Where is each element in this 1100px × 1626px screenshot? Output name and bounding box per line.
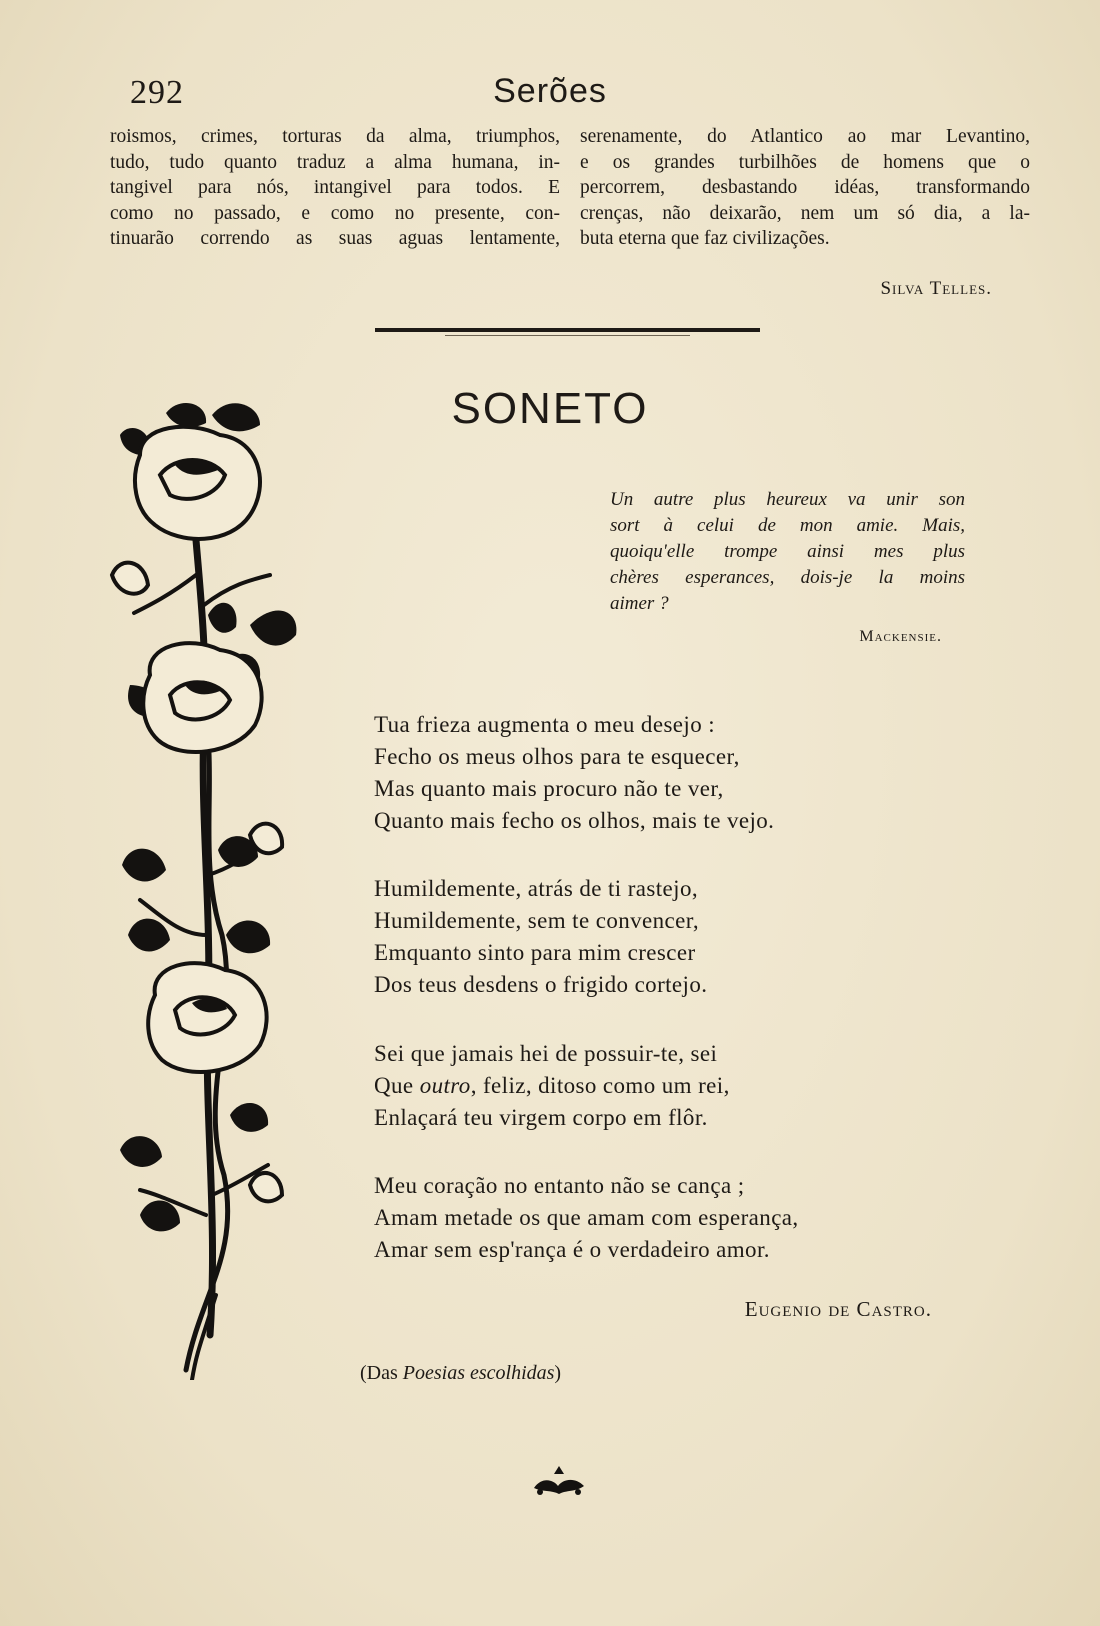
epigraph — [610, 487, 965, 617]
verse-part: , feliz, ditoso como um rei, — [470, 1073, 730, 1098]
stanza-1 — [374, 709, 774, 837]
verse: Amam metade os que amam com esperança, — [374, 1205, 799, 1230]
text-line: tangivel para nós, intangivel para todos. E — [110, 177, 560, 198]
poem-author: Eugenio de Castro. — [744, 1297, 932, 1321]
epigraph-line: quoiqu'elle trompe ainsi mes plus — [610, 541, 965, 562]
verse: Quanto mais fecho os olhos, mais te vejo. — [374, 808, 775, 833]
source-title: Poesias escolhidas — [402, 1362, 555, 1384]
poem-title: SONETO — [451, 384, 649, 433]
text-line: roismos, crimes, torturas da alma, triumphos, — [110, 126, 560, 147]
rose-vine-illustration — [100, 395, 310, 1380]
stanza-2 — [374, 873, 707, 1001]
previous-article-signature: Silva Telles. — [880, 278, 992, 299]
stanza-4 — [374, 1170, 799, 1266]
running-head: Serões — [493, 72, 607, 110]
text-line: crenças, não deixarão, nem um só dia, a la- — [580, 202, 1030, 224]
previous-article-left-column — [110, 124, 560, 252]
text-line: serenamente, do Atlantico ao mar Levantino, — [580, 126, 1030, 147]
verse: Humildemente, atrás de ti rastejo, — [374, 876, 698, 901]
stanza-3 — [374, 1038, 730, 1134]
epigraph-author: Mackensie. — [859, 628, 942, 645]
epigraph-line: sort à celui de mon amie. Mais, — [610, 515, 965, 536]
verse: Fecho os meus olhos para te esquecer, — [374, 744, 740, 769]
text-line: tinuarão correndo as suas aguas lentamente, — [110, 228, 560, 249]
epigraph-line: Un autre plus heureux va unir son — [610, 489, 965, 510]
text-line: e os grandes turbilhões de homens que o — [580, 151, 1030, 173]
previous-article-right-column — [580, 124, 1030, 252]
verse: Humildemente, sem te convencer, — [374, 908, 700, 933]
divider-thin-line — [445, 335, 690, 336]
section-divider-rule — [375, 328, 760, 338]
verse: Tua frieza augmenta o meu desejo : — [374, 712, 716, 737]
epigraph-line: chères esperances, dois-je la moins — [610, 567, 965, 588]
verse-part: Que — [374, 1073, 414, 1098]
verse: Emquanto sinto para mim crescer — [374, 940, 696, 965]
source-citation — [360, 1362, 561, 1385]
text-line: como no passado, e como no presente, con- — [110, 202, 560, 224]
verse: Mas quanto mais procuro não te ver, — [374, 776, 724, 801]
verse: Amar sem esp'rança é o verdadeiro amor. — [374, 1237, 770, 1262]
text-line: tudo, tudo quanto traduz a alma humana, in- — [110, 151, 560, 173]
source-suffix: ) — [554, 1362, 562, 1384]
fleuron-ornament — [528, 1462, 590, 1502]
source-prefix: (Das — [360, 1362, 398, 1384]
verse: Meu coração no entanto não se cança ; — [374, 1173, 745, 1198]
verse: Dos teus desdens o frigido cortejo. — [374, 972, 708, 997]
verse — [374, 1070, 730, 1102]
verse: Sei que jamais hei de possuir-te, sei — [374, 1041, 718, 1066]
verse-emphasis: outro — [419, 1073, 471, 1098]
divider-thick-line — [375, 328, 760, 332]
verse: Enlaçará teu virgem corpo em flôr. — [374, 1105, 708, 1130]
epigraph-line: aimer ? — [610, 593, 669, 614]
page-number: 292 — [130, 74, 184, 111]
text-line: buta eterna que faz civilizações. — [580, 228, 830, 249]
text-line: percorrem, desbastando idéas, transformando — [580, 177, 1030, 198]
